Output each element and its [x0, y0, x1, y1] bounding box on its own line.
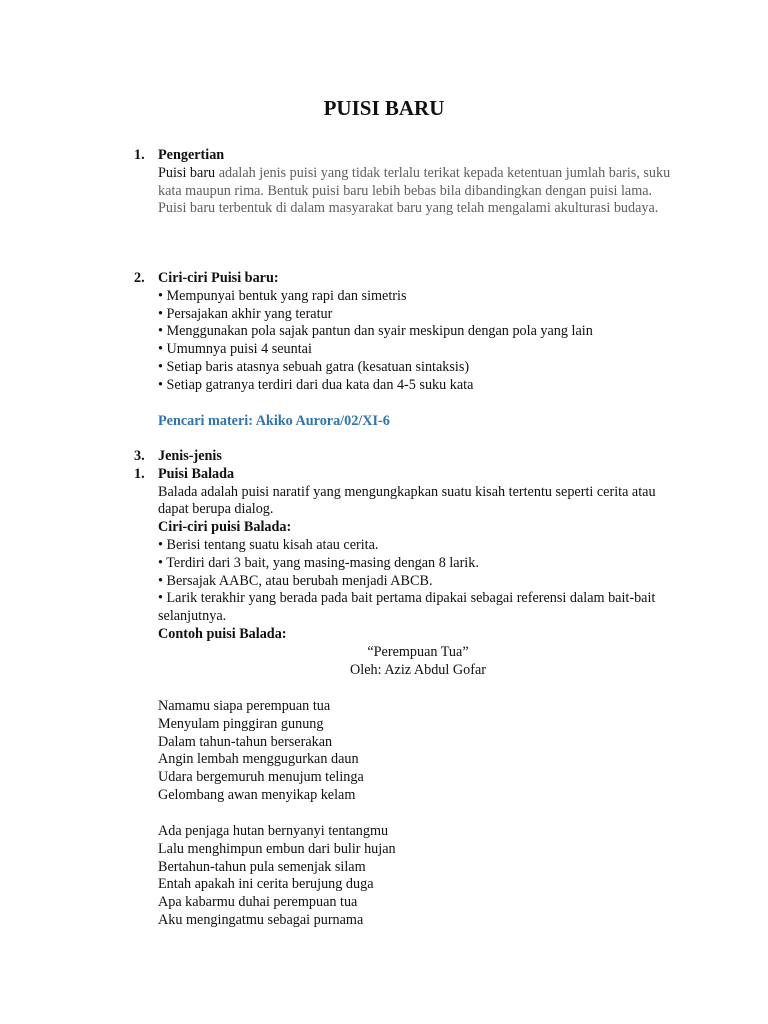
pengertian-paragraph [158, 165, 678, 218]
section-2-heading: Ciri-ciri Puisi baru: [158, 270, 279, 286]
ciri-item: • Umumnya puisi 4 seuntai [158, 341, 312, 358]
ciri-item: • Setiap baris atasnya sebuah gatra (kesatuan sintaksis) [158, 358, 470, 375]
balada-ciri-item: • Berisi tentang suatu kisah atau cerita. [158, 536, 379, 553]
poem-line: Aku mengingatmu sebagai purnama [158, 911, 364, 928]
poem-line: Entah apakah ini cerita berujung duga [158, 876, 374, 893]
balada-description: Balada adalah puisi naratif yang mengungkapkan suatu kisah tertentu seperti cerita atau dapat berupa dialog. [158, 483, 656, 518]
poem-line: Angin lembah menggugurkan daun [158, 751, 359, 768]
ciri-item: • Menggunakan pola sajak pantun dan syair meskipun dengan pola yang lain [158, 323, 593, 340]
ciri-item: • Setiap gatranya terdiri dari dua kata dan 4-5 suku kata [158, 376, 474, 393]
section-ciri-ciri [158, 270, 678, 395]
section-3-heading: Jenis-jenis [158, 448, 222, 464]
poem-line: Udara bergemuruh menujum telinga [158, 769, 364, 786]
poem-line: Bertahun-tahun pula semenjak silam [158, 858, 366, 875]
poem-stanza-2 [158, 823, 678, 930]
section-2-number: 2. [134, 270, 145, 286]
pengertian-lead: Puisi baru [158, 164, 216, 181]
poem-line: Ada penjaga hutan bernyanyi tentangmu [158, 823, 389, 839]
ciri-item: • Persajakan akhir yang teratur [158, 305, 333, 322]
section-3-number: 3. [134, 448, 145, 464]
section-1-number: 1. [134, 147, 145, 163]
section-1-heading: Pengertian [158, 147, 225, 163]
poem-author: Oleh: Aziz Abdul Gofar [350, 661, 486, 678]
balada-ciri-heading: Ciri-ciri puisi Balada: [158, 519, 292, 536]
pengertian-text: adalah jenis puisi yang tidak terlalu terikat kepada ketentuan jumlah baris, suku kata maupun rima. Bentuk puisi baru lebih bebas bila dibandingkan dengan puisi lama. Puisi baru terbentuk di dalam masyarakat baru yang telah mengalami akulturasi budaya. [158, 164, 671, 217]
poem-line: Apa kabarmu duhai perempuan tua [158, 894, 358, 911]
page-title: PUISI BARU [323, 96, 445, 120]
ciri-item: • Mempunyai bentuk yang rapi dan simetris [158, 287, 407, 304]
poem-stanza-1 [158, 698, 678, 805]
balada-ciri-item: • Terdiri dari 3 bait, yang masing-masing dengan 8 larik. [158, 554, 479, 571]
subsection-1-number: 1. [134, 466, 145, 482]
poem-line: Lalu menghimpun embun dari bulir hujan [158, 840, 396, 857]
poem-line: Menyulam pinggiran gunung [158, 715, 324, 732]
poem-line: Gelombang awan menyikap kelam [158, 786, 356, 803]
credit-line: Pencari materi: Akiko Aurora/02/XI-6 [158, 413, 390, 429]
poem-line: Namamu siapa perempuan tua [158, 698, 331, 714]
section-jenis-jenis [158, 448, 678, 679]
poem-title: “Perempuan Tua” [367, 643, 469, 660]
poem-line: Dalam tahun-tahun berserakan [158, 733, 333, 750]
balada-ciri-item: • Larik terakhir yang berada pada bait pertama dipakai sebagai referensi dalam bait-bait selanjutnya. [158, 590, 656, 625]
subsection-heading: Puisi Balada [158, 465, 235, 482]
balada-ciri-item: • Bersajak AABC, atau berubah menjadi ABCB. [158, 572, 433, 589]
contoh-heading: Contoh puisi Balada: [158, 625, 287, 642]
section-pengertian [158, 147, 678, 218]
